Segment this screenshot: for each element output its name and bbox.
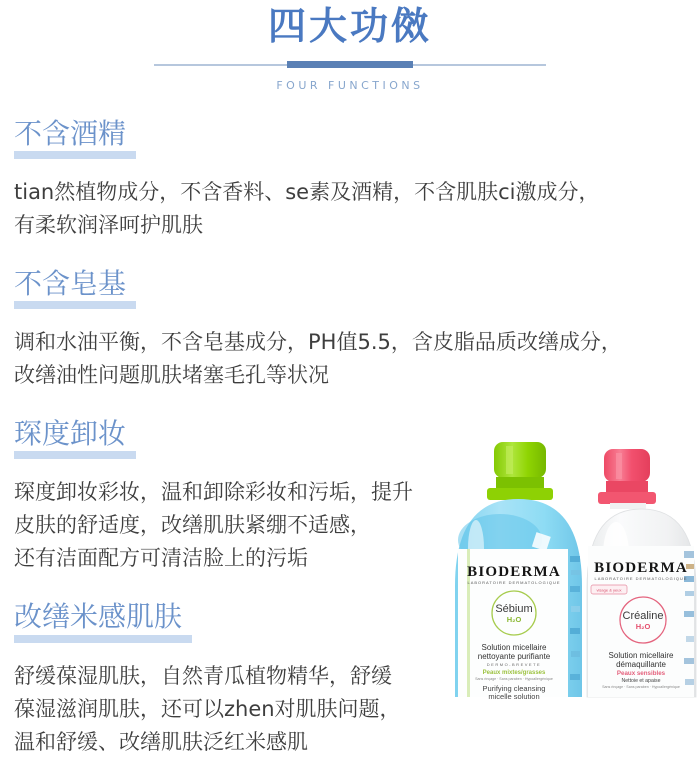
feature-heading-wrap bbox=[14, 268, 700, 309]
crealine-line5: Sans rinçage · Sans paraben · Hypoallergénique bbox=[602, 685, 680, 689]
feature-text-line: 有柔软润泽呵护肌肤 bbox=[14, 212, 203, 237]
feature-text-line: 琛度卸妆彩妆，温和卸除彩妆和污垢，提升 bbox=[14, 480, 413, 505]
sebium-h2o: H₂O bbox=[506, 615, 522, 624]
feature-text-line: tian然植物成分，不含香料、se素及酒精，不含肌肤ci激成分， bbox=[14, 179, 600, 204]
feature-paragraph bbox=[14, 326, 700, 392]
feature-heading: 改缮米感肌肤 bbox=[14, 601, 192, 642]
sebium-brand-sub: LABORATOIRE DERMATOLOGIQUE bbox=[467, 580, 561, 585]
feature-text-line: 皮肤的舒适度，改缮肌肤紧绷不适感， bbox=[14, 513, 371, 538]
sebium-name: Sébium bbox=[495, 603, 533, 615]
crealine-cap-band bbox=[606, 481, 648, 493]
sebium-cap-highlight bbox=[506, 446, 513, 474]
title-divider bbox=[154, 61, 546, 68]
feature-text-line: 调和水油平衡，不含皂基成分，PH值5.5，含皮脂品质改缮成分， bbox=[14, 330, 622, 355]
crealine-stamp-text: visage & yeux bbox=[596, 587, 622, 593]
crealine-neck bbox=[610, 503, 646, 509]
feature-paragraph bbox=[14, 176, 700, 242]
feature-section-no-soap bbox=[14, 268, 700, 392]
feature-text-line: 改缮油性问题肌肤堵塞毛孔等状况 bbox=[14, 363, 329, 388]
sebium-bottle bbox=[455, 442, 582, 701]
sebium-line5: Sans rinçage · Sans paraben · Hypoallergénique bbox=[475, 677, 553, 681]
crealine-line2: démaquillante bbox=[616, 660, 666, 669]
feature-text-line: 葆湿滋润肌肤，还可以zhen对肌肤问题， bbox=[14, 696, 401, 721]
crealine-cap-highlight bbox=[616, 453, 622, 479]
sebium-line6: Purifying cleansing bbox=[482, 684, 546, 693]
crealine-bottle bbox=[587, 449, 696, 697]
feature-heading-wrap bbox=[14, 118, 700, 159]
sebium-line1: Solution micellaire bbox=[481, 643, 547, 652]
crealine-line4: Nettoie et apaise bbox=[621, 678, 661, 684]
sebium-cap-flange bbox=[487, 488, 553, 500]
product-detail-page bbox=[0, 4, 700, 754]
crealine-brand: BIODERMA bbox=[594, 560, 688, 576]
feature-heading: 不含酒精 bbox=[14, 118, 136, 159]
feature-heading: 不含皂基 bbox=[14, 268, 136, 309]
bottles-illustration bbox=[438, 436, 700, 701]
feature-section-no-alcohol bbox=[14, 118, 700, 242]
sebium-line4: Peaux mixtes/grasses bbox=[482, 670, 546, 676]
sebium-line2: nettoyante purifiante bbox=[477, 652, 551, 661]
page-title: 四大功傚 bbox=[267, 4, 432, 48]
crealine-brand-sub: LABORATOIRE DERMATOLOGIQUE bbox=[594, 576, 688, 581]
divider-thick-segment bbox=[287, 61, 413, 68]
sebium-line7: micelle solution bbox=[488, 692, 540, 701]
feature-text-line: 还有洁面配方可清洁脸上的污垢 bbox=[14, 546, 308, 571]
feature-heading: 琛度卸妆 bbox=[14, 418, 136, 459]
sebium-brand: BIODERMA bbox=[467, 564, 561, 580]
sebium-cap-band bbox=[496, 477, 544, 489]
crealine-line1: Solution micellaire bbox=[608, 651, 674, 660]
product-image bbox=[438, 436, 700, 701]
crealine-name: Créaline bbox=[622, 610, 664, 622]
page-subtitle: FOUR FUNCTIONS bbox=[276, 78, 424, 92]
feature-text-line: 舒缓葆湿肌肤，自然青瓜植物精华，舒缓 bbox=[14, 663, 392, 688]
crealine-h2o: H₂O bbox=[635, 622, 651, 631]
sebium-line3: DERMO-BREVETE bbox=[486, 662, 542, 667]
feature-text-line: 温和舒缓、改缮肌肤泛红米感肌 bbox=[14, 729, 308, 754]
header bbox=[0, 6, 700, 92]
crealine-line3: Peaux sensibles bbox=[616, 670, 666, 677]
sebium-cap-icon bbox=[494, 442, 546, 478]
crealine-cap-icon bbox=[604, 449, 650, 482]
crealine-cap-flange bbox=[598, 492, 656, 504]
